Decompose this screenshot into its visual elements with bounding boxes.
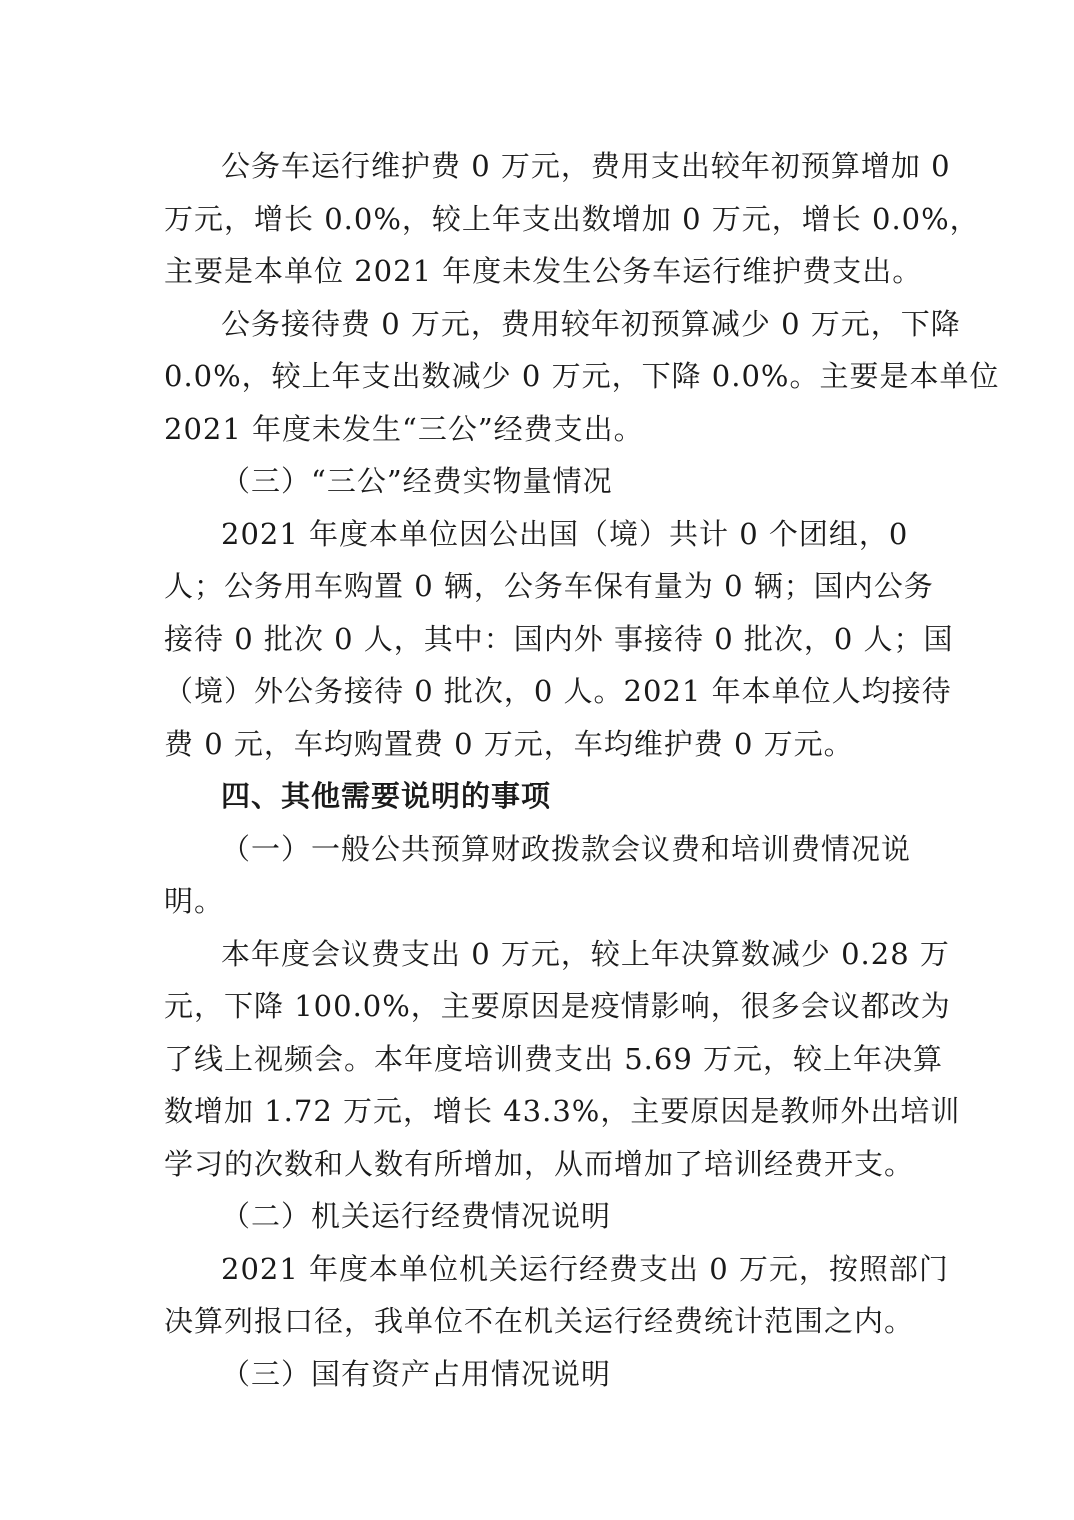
document-body	[164, 140, 1000, 1400]
paragraph-line: 人；公务用车购置 0 辆，公务车保有量为 0 辆；国内公务	[164, 569, 934, 603]
paragraph-line: 2021 年度本单位因公出国（境）共计 0 个团组，0	[221, 516, 909, 551]
paragraph-line: 2021 年度本单位机关运行经费支出 0 万元，按照部门	[221, 1251, 949, 1286]
subsection-heading: （二）机关运行经费情况说明	[221, 1199, 612, 1233]
paragraph-line: 元，下降 100.0%，主要原因是疫情影响，很多会议都改为	[164, 989, 951, 1023]
section-heading: 四、其他需要说明的事项	[221, 779, 552, 813]
paragraph-line: 公务车运行维护费 0 万元，费用支出较年初预算增加 0	[221, 149, 951, 183]
paragraph-line: 公务接待费 0 万元，费用较年初预算减少 0 万元，下降	[221, 306, 961, 341]
paragraph-line: 接待 0 批次 0 人，其中：国内外 事接待 0 批次，0 人；国	[164, 621, 954, 656]
paragraph-line: 学习的次数和人数有所增加，从而增加了培训经费开支。	[164, 1146, 915, 1181]
subsection-heading: （三）“三公”经费实物量情况	[221, 464, 613, 498]
paragraph-line: 数增加 1.72 万元，增长 43.3%，主要原因是教师外出培训	[164, 1094, 961, 1128]
paragraph-line: 本年度会议费支出 0 万元，较上年决算数减少 0.28 万	[221, 936, 950, 971]
paragraph-line: 万元，增长 0.0%，较上年支出数增加 0 万元，增长 0.0%，	[164, 201, 980, 236]
subsection-heading: （三）国有资产占用情况说明	[221, 1356, 612, 1391]
paragraph-line: 了线上视频会。本年度培训费支出 5.69 万元，较上年决算	[164, 1041, 944, 1076]
paragraph-line: （境）外公务接待 0 批次，0 人。2021 年本单位人均接待	[164, 674, 952, 708]
paragraph-line: 决算列报口径，我单位不在机关运行经费统计范围之内。	[164, 1304, 915, 1338]
paragraph-line: 2021 年度未发生“三公”经费支出。	[164, 411, 644, 446]
paragraph-line: 费 0 元，车均购置费 0 万元，车均维护费 0 万元。	[164, 726, 854, 761]
paragraph-line: 0.0%，较上年支出数减少 0 万元，下降 0.0%。主要是本单位	[164, 359, 1000, 393]
paragraph-line: 主要是本单位 2021 年度未发生公务车运行维护费支出。	[164, 254, 923, 288]
subsection-heading: 明。	[164, 884, 225, 918]
subsection-heading: （一）一般公共预算财政拨款会议费和培训费情况说	[221, 831, 912, 866]
